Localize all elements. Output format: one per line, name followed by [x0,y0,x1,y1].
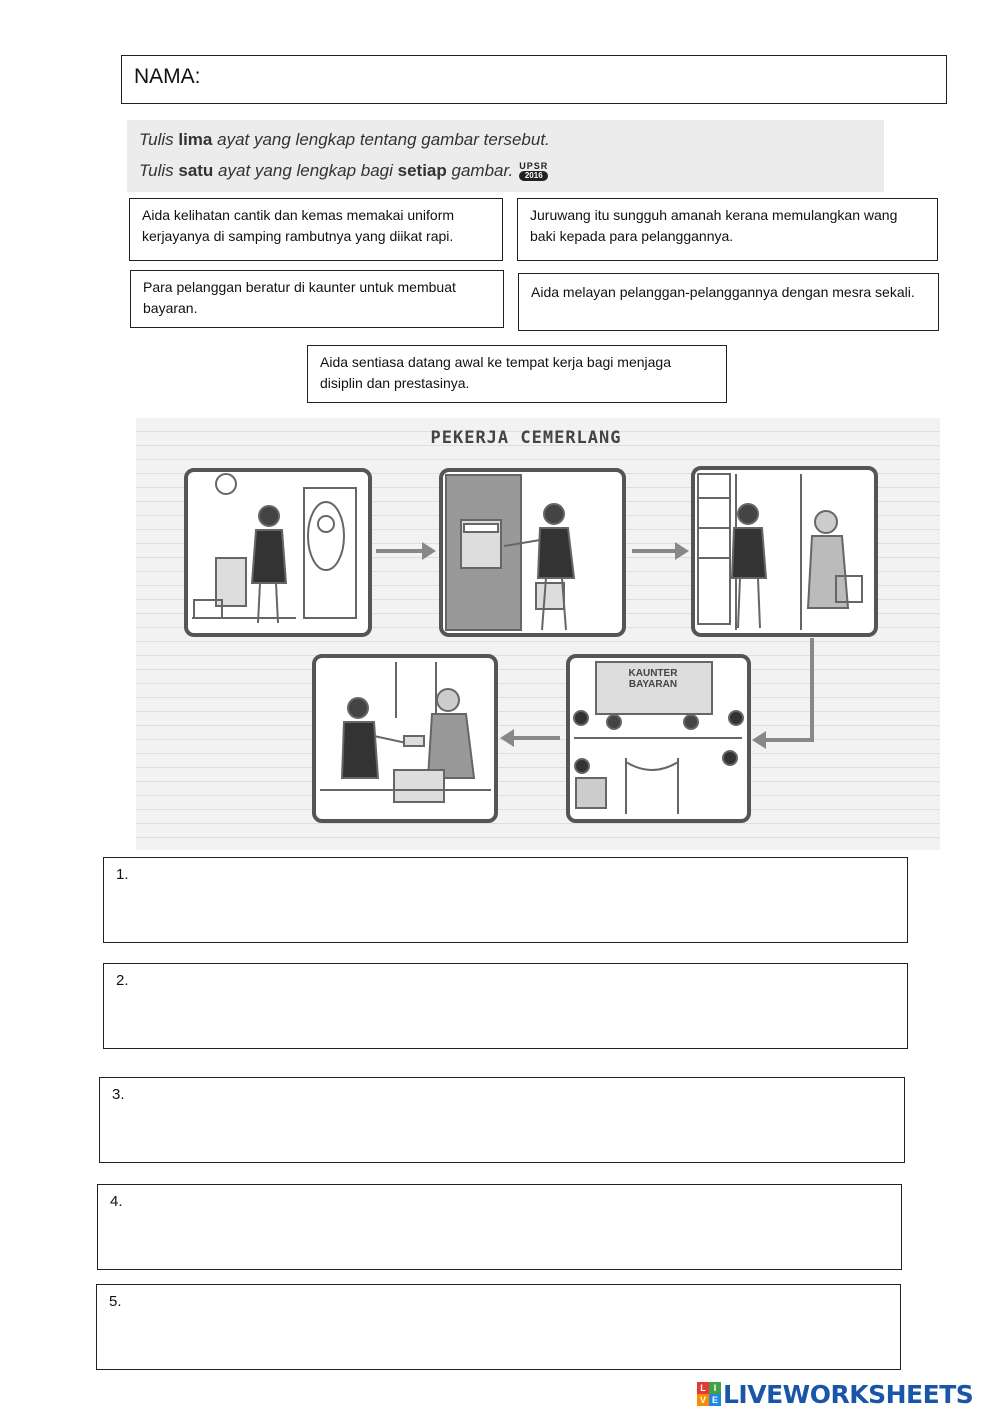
answer-number: 4. [110,1193,123,1210]
picture-illustration [136,418,940,850]
instructions [127,120,884,192]
sentence-card-5[interactable]: Aida sentiasa datang awal ke tempat kerja bagi menjaga disiplin dan prestasinya. [307,345,727,403]
panel-3-frame [693,468,876,635]
answer-box-3[interactable] [99,1077,905,1163]
answer-number: 1. [116,866,129,883]
sentence-card-1[interactable]: Aida kelihatan cantik dan kemas memakai uniform kerjayanya di samping rambutnya yang diikat rapi. [129,198,503,261]
liveworksheets-logo[interactable] [697,1378,973,1410]
instruction-line-2: Tulis satu ayat yang lengkap bagi setiap gambar. UPSR 2016 [139,161,549,181]
picture-title: PEKERJA CEMERLANG [430,428,622,448]
answer-number: 5. [109,1293,122,1310]
answer-box-5[interactable] [96,1284,901,1370]
liveworksheets-icon: L I V E [697,1382,721,1406]
upsr-badge: UPSR 2016 [519,161,549,181]
answer-number: 3. [112,1086,125,1103]
answer-box-4[interactable] [97,1184,902,1270]
brand-text: LIVEWORKSHEETS [723,1379,974,1409]
answer-box-2[interactable] [103,963,908,1049]
answer-box-1[interactable] [103,857,908,943]
sentence-card-4[interactable]: Aida melayan pelanggan-pelanggannya dengan mesra sekali. [518,273,939,331]
sentence-card-2[interactable]: Juruwang itu sungguh amanah kerana memulangkan wang baki kepada para pelanggannya. [517,198,938,261]
name-field[interactable] [121,55,947,104]
answer-number: 2. [116,972,129,989]
story-picture [136,418,940,850]
kaunter-sign: KAUNTER BAYARAN [628,668,678,690]
instruction-line-1: Tulis lima ayat yang lengkap tentang gambar tersebut. [139,130,550,149]
name-label: NAMA: [134,65,201,88]
sentence-card-3[interactable]: Para pelanggan beratur di kaunter untuk membuat bayaran. [130,270,504,328]
